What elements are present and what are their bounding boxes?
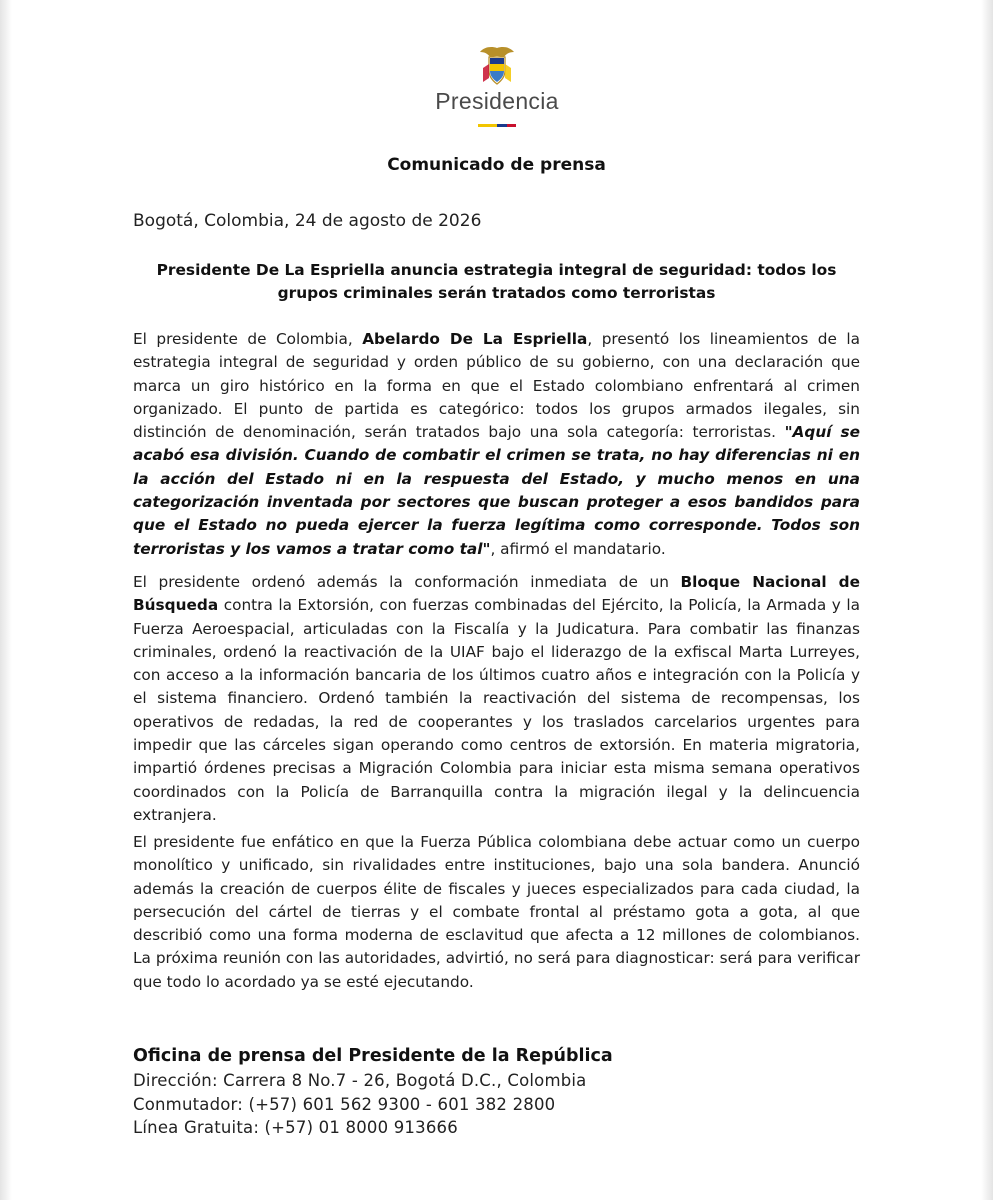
footer-switchboard: Conmutador: (+57) 601 562 9300 - 601 382 2800	[133, 1094, 556, 1114]
paragraph-2-lead: El presidente ordenó además la conformación inmediata de un	[133, 573, 681, 591]
flag-stripe	[478, 124, 516, 127]
president-name: Abelardo De La Espriella	[362, 330, 588, 348]
footer-office-name: Oficina de prensa del Presidente de la República	[133, 1046, 613, 1066]
press-office-footer	[133, 1043, 613, 1140]
dateline: Bogotá, Colombia, 24 de agosto de 2026	[133, 211, 482, 231]
bloque-nacional-name: Bloque Nacional de Búsqueda	[133, 573, 860, 615]
paragraph-2	[133, 571, 860, 827]
paragraph-1-text: , presentó los lineamientos de la estrategia integral de seguridad y orden público de su gobierno, con una declaración que marca un giro histórico en la forma en que el Estado colombiano enfrentará al crimen organizado. El punto de partida es categórico: todos los grupos armados ilegales, sin distinción de denominación, serán tratados bajo una sola categoría: terroristas.	[133, 330, 860, 442]
paragraph-3-text: El presidente fue enfático en que la Fuerza Pública colombiana debe actuar como un cuerpo monolítico y unificado, sin rivalidades entre instituciones, bajo una sola bandera. Anunció además la creación de cuerpos élite de fiscales y jueces especializados para cada ciudad, la persecución del cártel de tierras y el combate frontal al préstamo gota a gota, al que describió como una forma moderna de esclavitud que afecta a 12 millones de colombianos. La próxima reunión con las autoridades, advirtió, no será para diagnosticar: será para verificar que todo lo acordado ya se esté ejecutando.	[133, 833, 860, 991]
paragraph-1-lead: El presidente de Colombia,	[133, 330, 363, 348]
page-edge-shadow-right	[981, 0, 993, 1200]
page-edge-shadow-left	[0, 0, 12, 1200]
footer-toll-free: Línea Gratuita: (+57) 01 8000 913666	[133, 1118, 458, 1137]
president-quote: "Aquí se acabó esa división. Cuando de combatir el crimen se trata, no hay diferencias ni en la acción del Estado ni en la respuesta del Estado, y mucho menos en una categorización inventada por sectores que buscan proteger a esos bandidos para que el Estado no pueda ejercer la fuerza legítima como corresponde. Todos son terroristas y los vamos a tratar como tal"	[133, 423, 860, 558]
presidencia-logo	[430, 44, 564, 134]
paragraph-1-tail: , afirmó el mandatario.	[490, 539, 666, 558]
logo-wordmark: Presidencia	[435, 88, 559, 114]
paragraph-3	[133, 831, 860, 994]
paragraph-1	[133, 328, 860, 561]
headline: Presidente De La Espriella anuncia estrategia integral de seguridad: todos los grupos criminales serán tratados como terroristas	[156, 261, 837, 302]
document-title: Comunicado de prensa	[387, 155, 606, 175]
coat-of-arms-icon	[478, 44, 516, 88]
paragraph-2-text: contra la Extorsión, con fuerzas combinadas del Ejército, la Policía, la Armada y la Fuerza Aeroespacial, articuladas con la Fiscalía y la Judicatura. Para combatir las finanzas criminales, ordenó la reactivación de la UIAF bajo el liderazgo de la exfiscal Marta Lurreyes, con acceso a la información bancaria de los últimos cuatro años e integración con la Policía y el sistema financiero. Ordenó también la reactivación del sistema de recompensas, los operativos de redadas, la red de cooperantes y los traslados carcelarios urgentes para impedir que las cárceles sigan operando como centros de extorsión. En materia migratoria, impartió órdenes precisas a Migración Colombia para iniciar esta misma semana operativos coordinados con la Policía de Barranquilla contra la migración ilegal y la delincuencia extranjera.	[133, 596, 860, 824]
footer-address: Dirección: Carrera 8 No.7 - 26, Bogotá D.C., Colombia	[133, 1071, 587, 1090]
